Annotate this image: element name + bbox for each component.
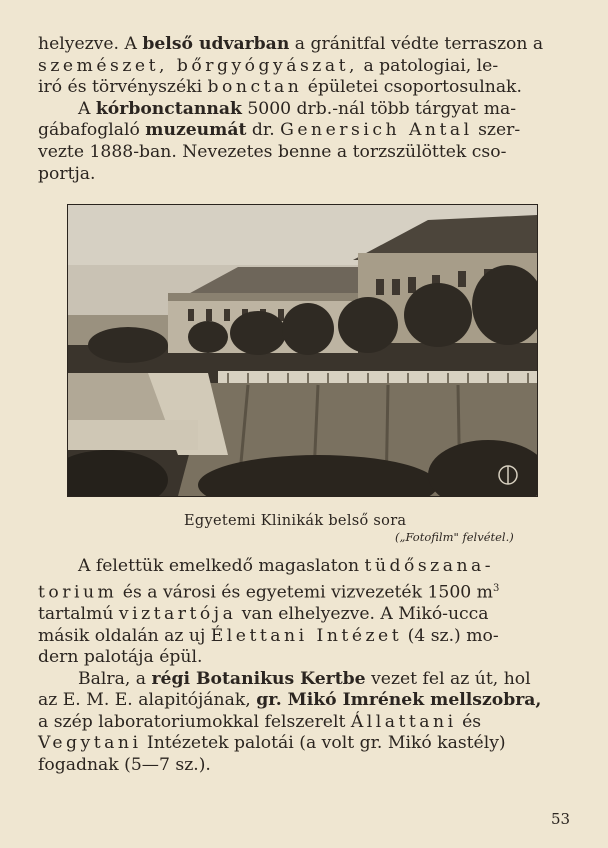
text: épületei csoportosulnak.	[302, 77, 522, 98]
text: dr.	[246, 120, 281, 141]
spaced-term: szemészet, bőrgyógyászat,	[38, 55, 358, 76]
spaced-term: bonctan	[207, 77, 303, 98]
bold-term: kórbonctannak	[95, 98, 242, 119]
text: (4 sz.) mo-	[402, 625, 499, 646]
spaced-term: Állattani	[350, 711, 457, 732]
paragraph-1	[38, 34, 570, 99]
photo-caption: Egyetemi Klinikák belső sora	[184, 513, 407, 529]
text: a patologiai, le-	[357, 55, 499, 76]
text: A	[78, 98, 96, 119]
superscript: 3	[492, 582, 500, 594]
text: a gránitfal védte terraszon a	[289, 34, 544, 54]
text: tartalmú	[38, 603, 119, 624]
spaced-term: Genersich Antal	[280, 120, 473, 141]
spaced-term: viztartója	[118, 603, 237, 624]
paragraph-4	[38, 669, 570, 777]
spaced-term: torium	[38, 582, 118, 603]
spaced-term: Vegytani	[38, 733, 142, 754]
bold-term: régi Botanikus Kertbe	[151, 668, 366, 689]
text: iró és törvényszéki	[38, 77, 208, 98]
text: másik oldalán az uj	[38, 625, 211, 646]
text: vezte 1888-ban. Nevezetes benne a torzszülöttek cso-	[38, 141, 507, 162]
text: gábafoglaló	[38, 120, 146, 141]
text: fogadnak (5—7 sz.).	[38, 755, 211, 776]
clinic-photo	[67, 204, 538, 497]
text: dern palotája épül.	[38, 647, 203, 668]
text: és	[456, 711, 482, 732]
text: van elhelyezve. A Mikó-ucca	[236, 603, 489, 624]
paragraph-3	[38, 556, 570, 669]
text-block-bottom	[38, 556, 570, 777]
text: A felettük emelkedő magaslaton	[78, 556, 365, 576]
text: 5000 drb.-nál több tárgyat ma-	[241, 98, 517, 119]
text-block-top	[38, 34, 570, 185]
bold-term: gr. Mikó Imrének mellszobra,	[256, 690, 542, 711]
bold-term: muzeumát	[145, 120, 247, 141]
text: helyezve. A	[38, 34, 143, 54]
text: vezet fel az út, hol	[365, 668, 531, 689]
text: és a városi és egyetemi vizvezeték 1500 m	[117, 582, 493, 603]
page-number: 53	[551, 810, 571, 828]
bold-term: belső udvarban	[142, 34, 290, 54]
text: az E. M. E. alapitójának,	[38, 690, 257, 711]
spaced-term: tüdőszana-	[364, 556, 495, 576]
text: szer-	[472, 120, 521, 141]
text: a szép laboratoriumokkal felszerelt	[38, 711, 351, 732]
text: Balra, a	[78, 668, 152, 689]
photo-credit: („Fotofilm" felvétel.)	[395, 530, 514, 544]
clinic-photo-illustration	[68, 205, 537, 496]
text: portja.	[38, 163, 96, 184]
text: Intézetek palotái (a volt gr. Mikó kastély)	[141, 733, 506, 754]
paragraph-2	[38, 99, 570, 185]
spaced-term: Élettani Intézet	[210, 625, 403, 646]
